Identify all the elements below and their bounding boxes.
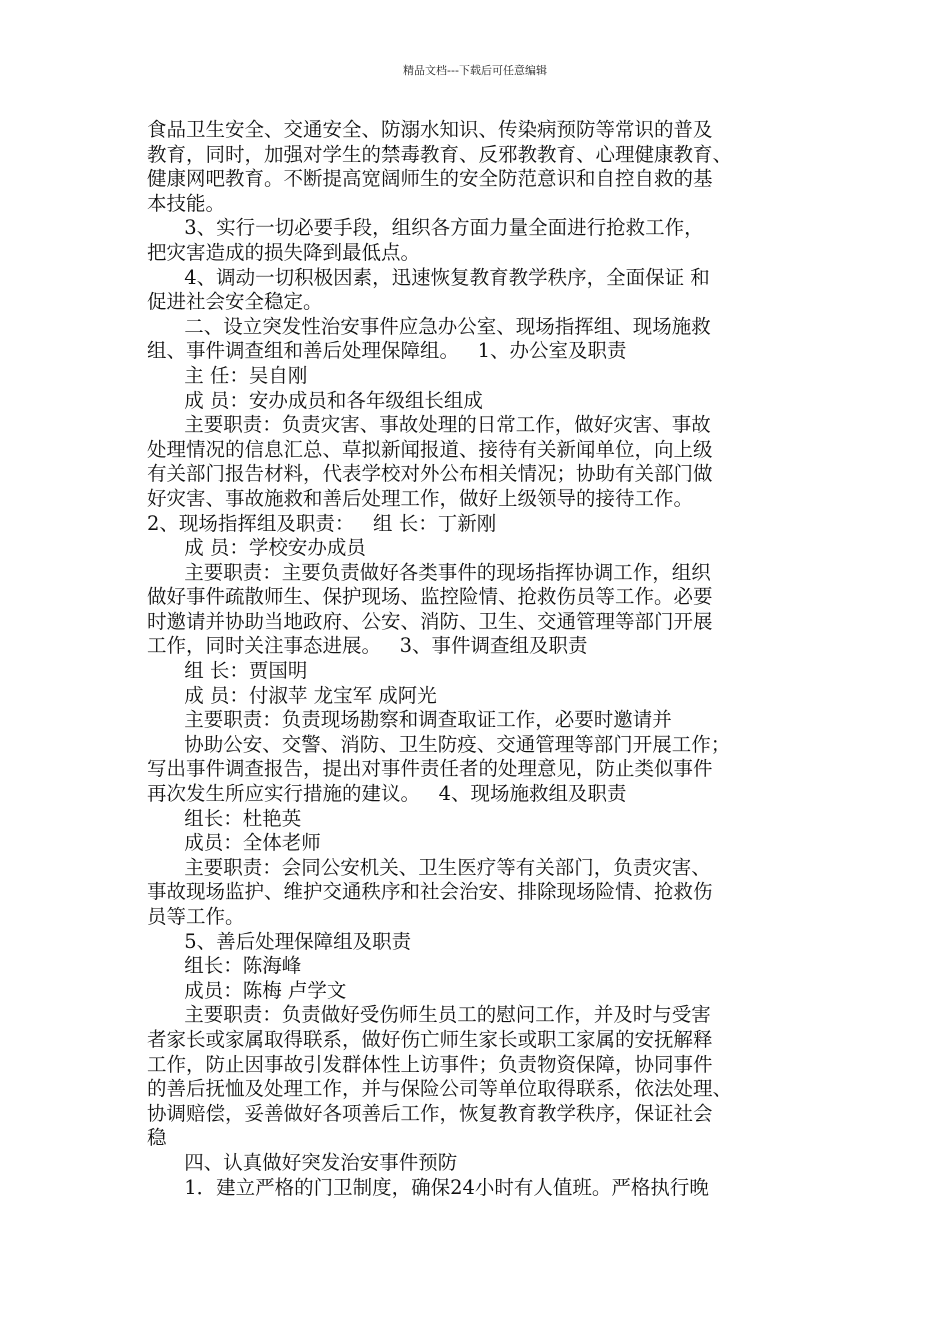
- text-line: 写出事件调查报告，提出对事件责任者的处理意见，防止类似事件: [147, 757, 713, 781]
- text-line: 本技能。: [147, 191, 226, 215]
- text-line: 事故现场监护、维护交通秩序和社会治安、排除现场险情、抢救伤: [147, 880, 713, 904]
- text-line: 工作，防止因事故引发群体性上访事件；负责物资保障，协同事件: [147, 1052, 713, 1076]
- text-line: 二、设立突发性治安事件应急办公室、现场指挥组、现场施救: [147, 314, 711, 338]
- text-line: 的善后抚恤及处理工作，并与保险公司等单位取得联系，依法处理、: [147, 1077, 733, 1101]
- text-line: 组 长：贾国明: [147, 659, 308, 683]
- text-line: 1．建立严格的门卫制度，确保24小时有人值班。严格执行晚: [147, 1175, 709, 1199]
- text-line: 主要职责：主要负责做好各类事件的现场指挥协调工作，组织: [147, 560, 711, 584]
- text-line: 有关部门报告材料，代表学校对外公布相关情况；协助有关部门做: [147, 462, 713, 486]
- text-line: 者家长或家属取得联系，做好伤亡师生家长或职工家属的安抚解释: [147, 1027, 713, 1051]
- text-line: 教育，同时，加强对学生的禁毒教育、反邪教教育、心理健康教育、: [147, 142, 733, 166]
- text-line: 时邀请并协助当地政府、公安、消防、卫生、交通管理等部门开展: [147, 609, 713, 633]
- text-line: 组长：陈海峰: [147, 954, 302, 978]
- text-line: 2、现场指挥组及职责： 组 长：丁新刚: [147, 511, 497, 535]
- text-line: 主要职责：负责现场勘察和调查取证工作，必要时邀请并: [147, 708, 672, 732]
- text-line: 主要职责：负责做好受伤师生员工的慰问工作，并及时与受害: [147, 1003, 711, 1027]
- text-line: 员等工作。: [147, 905, 245, 928]
- text-line: 把灾害造成的损失降到最低点。: [147, 240, 421, 264]
- page-header: 精品文档---下载后可任意编辑: [403, 64, 547, 77]
- text-line: 组、事件调查组和善后处理保障组。 1、办公室及职责: [147, 339, 627, 363]
- text-line: 协助公安、交警、消防、卫生防疫、交通管理等部门开展工作；: [147, 732, 731, 756]
- text-line: 主要职责：负责灾害、事故处理的日常工作，做好灾害、事故: [147, 413, 711, 437]
- text-line: 四、认真做好突发治安事件预防: [147, 1150, 458, 1174]
- text-line: 成员：全体老师: [147, 831, 321, 855]
- text-line: 好灾害、事故施救和善后处理工作，做好上级领导的接待工作。: [147, 486, 694, 510]
- text-line: 做好事件疏散师生、保护现场、监控险情、抢救伤员等工作。必要: [147, 585, 713, 609]
- text-line: 成 员：安办成员和各年级组长组成: [147, 388, 483, 412]
- text-line: 主 任：吴自刚: [147, 363, 308, 387]
- text-line: 成 员：学校安办成员: [147, 536, 366, 560]
- text-line: 稳: [147, 1126, 167, 1150]
- text-line: 组长：杜艳英: [147, 806, 302, 830]
- text-line: 处理情况的信息汇总、草拟新闻报道、接待有关新闻单位，向上级: [147, 437, 713, 461]
- text-line: 健康网吧教育。不断提高宽阔师生的安全防范意识和自控自救的基: [147, 167, 713, 191]
- text-line: 工作，同时关注事态进展。 3、事件调查组及职责: [147, 634, 588, 658]
- text-line: 成 员：付淑苹 龙宝军 成阿光: [147, 683, 437, 707]
- text-line: 协调赔偿，妥善做好各项善后工作，恢复教育教学秩序，保证社会: [147, 1101, 713, 1125]
- text-line: 再次发生所应实行措施的建议。 4、现场施救组及职责: [147, 782, 627, 806]
- text-line: 5、善后处理保障组及职责: [147, 929, 412, 953]
- text-line: 食品卫生安全、交通安全、防溺水知识、传染病预防等常识的普及: [147, 118, 713, 141]
- document-body: [147, 118, 827, 1200]
- text-line: 主要职责：会同公安机关、卫生医疗等有关部门，负责灾害、: [147, 855, 711, 879]
- text-line: 3、实行一切必要手段，组织各方面力量全面进行抢救工作，: [147, 216, 704, 240]
- text-line: 4、调动一切积极因素，迅速恢复教育教学秩序，全面保证 和: [147, 265, 710, 289]
- text-line: 成员：陈梅 卢学文: [147, 978, 347, 1002]
- text-line: 促进社会安全稳定。: [147, 290, 323, 314]
